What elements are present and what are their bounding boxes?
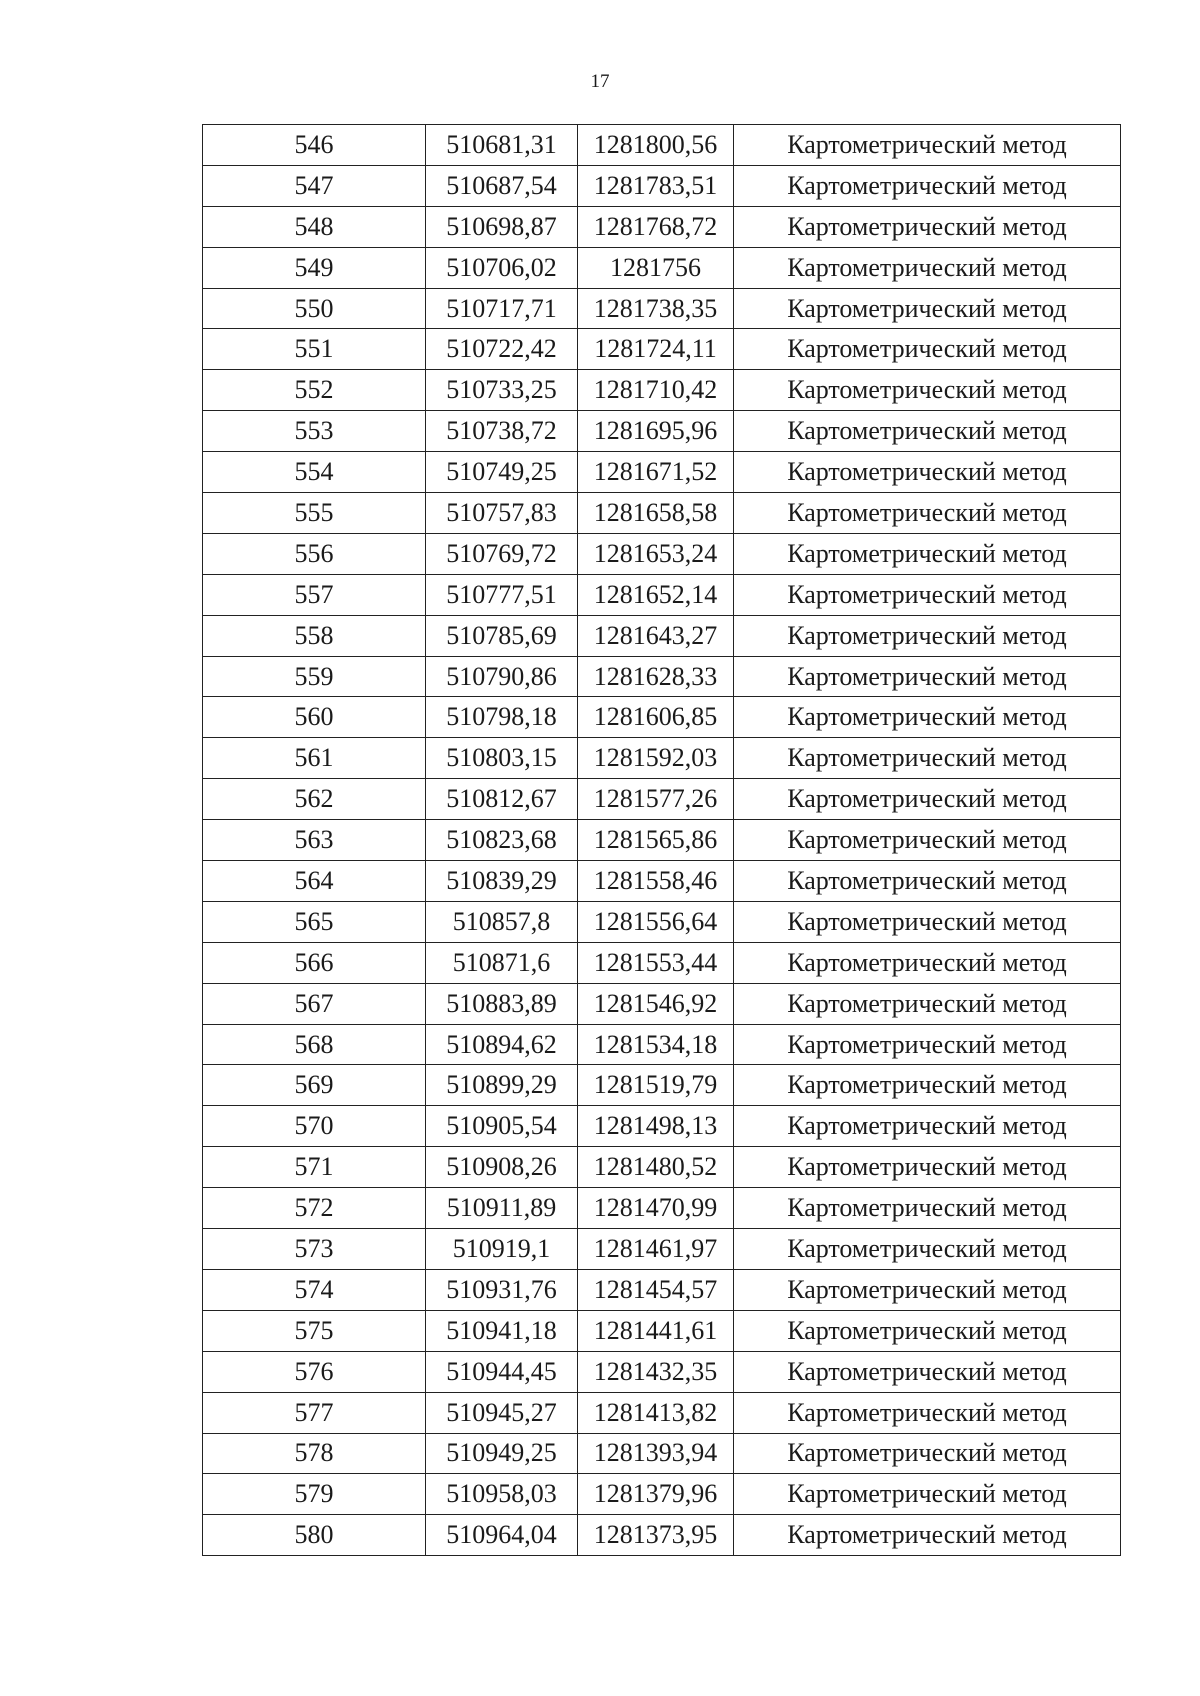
point-number-cell: 546 [203,125,426,166]
method-cell: Картометрический метод [734,1351,1121,1392]
x-coordinate-cell: 510908,26 [426,1147,578,1188]
y-coordinate-cell: 1281671,52 [578,452,734,493]
point-number-cell: 569 [203,1065,426,1106]
table-row [203,1106,1121,1147]
table-row [203,1065,1121,1106]
table-row [203,247,1121,288]
x-coordinate-cell: 510857,8 [426,901,578,942]
x-coordinate-cell: 510905,54 [426,1106,578,1147]
x-coordinate-cell: 510687,54 [426,165,578,206]
method-cell: Картометрический метод [734,1392,1121,1433]
table-row [203,1433,1121,1474]
y-coordinate-cell: 1281470,99 [578,1188,734,1229]
x-coordinate-cell: 510894,62 [426,1024,578,1065]
table-row [203,656,1121,697]
point-number-cell: 553 [203,411,426,452]
method-cell: Картометрический метод [734,983,1121,1024]
method-cell: Картометрический метод [734,861,1121,902]
method-cell: Картометрический метод [734,901,1121,942]
table-row [203,370,1121,411]
table-row [203,738,1121,779]
method-cell: Картометрический метод [734,574,1121,615]
point-number-cell: 549 [203,247,426,288]
point-number-cell: 567 [203,983,426,1024]
y-coordinate-cell: 1281379,96 [578,1474,734,1515]
point-number-cell: 560 [203,697,426,738]
y-coordinate-cell: 1281738,35 [578,288,734,329]
method-cell: Картометрический метод [734,779,1121,820]
x-coordinate-cell: 510769,72 [426,533,578,574]
x-coordinate-cell: 510681,31 [426,125,578,166]
point-number-cell: 575 [203,1310,426,1351]
table-row [203,288,1121,329]
point-number-cell: 565 [203,901,426,942]
method-cell: Картометрический метод [734,125,1121,166]
x-coordinate-cell: 510883,89 [426,983,578,1024]
y-coordinate-cell: 1281480,52 [578,1147,734,1188]
point-number-cell: 572 [203,1188,426,1229]
y-coordinate-cell: 1281534,18 [578,1024,734,1065]
table-row [203,1310,1121,1351]
x-coordinate-cell: 510941,18 [426,1310,578,1351]
method-cell: Картометрический метод [734,697,1121,738]
y-coordinate-cell: 1281577,26 [578,779,734,820]
table-row [203,901,1121,942]
method-cell: Картометрический метод [734,247,1121,288]
y-coordinate-cell: 1281643,27 [578,615,734,656]
y-coordinate-cell: 1281628,33 [578,656,734,697]
table-row [203,1147,1121,1188]
method-cell: Картометрический метод [734,1515,1121,1556]
x-coordinate-cell: 510823,68 [426,820,578,861]
x-coordinate-cell: 510839,29 [426,861,578,902]
method-cell: Картометрический метод [734,288,1121,329]
method-cell: Картометрический метод [734,942,1121,983]
x-coordinate-cell: 510919,1 [426,1229,578,1270]
point-number-cell: 554 [203,452,426,493]
y-coordinate-cell: 1281768,72 [578,206,734,247]
point-number-cell: 571 [203,1147,426,1188]
y-coordinate-cell: 1281498,13 [578,1106,734,1147]
table-row [203,206,1121,247]
y-coordinate-cell: 1281565,86 [578,820,734,861]
x-coordinate-cell: 510749,25 [426,452,578,493]
method-cell: Картометрический метод [734,820,1121,861]
page-number: 17 [590,71,610,92]
table-row [203,1188,1121,1229]
y-coordinate-cell: 1281695,96 [578,411,734,452]
table-row [203,1269,1121,1310]
y-coordinate-cell: 1281800,56 [578,125,734,166]
y-coordinate-cell: 1281454,57 [578,1269,734,1310]
point-number-cell: 579 [203,1474,426,1515]
table-row [203,1474,1121,1515]
table-row [203,165,1121,206]
y-coordinate-cell: 1281658,58 [578,493,734,534]
table-row [203,452,1121,493]
x-coordinate-cell: 510945,27 [426,1392,578,1433]
point-number-cell: 568 [203,1024,426,1065]
point-number-cell: 576 [203,1351,426,1392]
coordinates-table-body [203,125,1121,1556]
x-coordinate-cell: 510949,25 [426,1433,578,1474]
x-coordinate-cell: 510871,6 [426,942,578,983]
table-row [203,820,1121,861]
point-number-cell: 563 [203,820,426,861]
x-coordinate-cell: 510757,83 [426,493,578,534]
method-cell: Картометрический метод [734,452,1121,493]
method-cell: Картометрический метод [734,533,1121,574]
x-coordinate-cell: 510798,18 [426,697,578,738]
point-number-cell: 558 [203,615,426,656]
point-number-cell: 578 [203,1433,426,1474]
x-coordinate-cell: 510911,89 [426,1188,578,1229]
table-row [203,615,1121,656]
y-coordinate-cell: 1281461,97 [578,1229,734,1270]
table-row [203,493,1121,534]
x-coordinate-cell: 510717,71 [426,288,578,329]
table-row [203,125,1121,166]
table-row [203,1351,1121,1392]
method-cell: Картометрический метод [734,1024,1121,1065]
x-coordinate-cell: 510738,72 [426,411,578,452]
point-number-cell: 562 [203,779,426,820]
method-cell: Картометрический метод [734,738,1121,779]
y-coordinate-cell: 1281393,94 [578,1433,734,1474]
method-cell: Картометрический метод [734,165,1121,206]
x-coordinate-cell: 510812,67 [426,779,578,820]
table-row [203,697,1121,738]
point-number-cell: 574 [203,1269,426,1310]
method-cell: Картометрический метод [734,1229,1121,1270]
point-number-cell: 570 [203,1106,426,1147]
point-number-cell: 566 [203,942,426,983]
method-cell: Картометрический метод [734,206,1121,247]
y-coordinate-cell: 1281724,11 [578,329,734,370]
x-coordinate-cell: 510733,25 [426,370,578,411]
x-coordinate-cell: 510706,02 [426,247,578,288]
point-number-cell: 555 [203,493,426,534]
method-cell: Картометрический метод [734,1065,1121,1106]
method-cell: Картометрический метод [734,493,1121,534]
table-row [203,779,1121,820]
y-coordinate-cell: 1281756 [578,247,734,288]
method-cell: Картометрический метод [734,1188,1121,1229]
table-row [203,1229,1121,1270]
method-cell: Картометрический метод [734,370,1121,411]
point-number-cell: 551 [203,329,426,370]
table-row [203,1515,1121,1556]
point-number-cell: 573 [203,1229,426,1270]
y-coordinate-cell: 1281652,14 [578,574,734,615]
y-coordinate-cell: 1281606,85 [578,697,734,738]
table-row [203,942,1121,983]
method-cell: Картометрический метод [734,329,1121,370]
method-cell: Картометрический метод [734,1433,1121,1474]
table-row [203,1024,1121,1065]
point-number-cell: 547 [203,165,426,206]
y-coordinate-cell: 1281710,42 [578,370,734,411]
method-cell: Картометрический метод [734,411,1121,452]
table-row [203,533,1121,574]
method-cell: Картометрический метод [734,1106,1121,1147]
point-number-cell: 557 [203,574,426,615]
point-number-cell: 577 [203,1392,426,1433]
x-coordinate-cell: 510790,86 [426,656,578,697]
x-coordinate-cell: 510698,87 [426,206,578,247]
table-row [203,574,1121,615]
y-coordinate-cell: 1281413,82 [578,1392,734,1433]
point-number-cell: 550 [203,288,426,329]
y-coordinate-cell: 1281653,24 [578,533,734,574]
x-coordinate-cell: 510944,45 [426,1351,578,1392]
method-cell: Картометрический метод [734,1147,1121,1188]
point-number-cell: 556 [203,533,426,574]
y-coordinate-cell: 1281592,03 [578,738,734,779]
method-cell: Картометрический метод [734,1269,1121,1310]
x-coordinate-cell: 510803,15 [426,738,578,779]
y-coordinate-cell: 1281558,46 [578,861,734,902]
method-cell: Картометрический метод [734,615,1121,656]
table-row [203,411,1121,452]
x-coordinate-cell: 510777,51 [426,574,578,615]
x-coordinate-cell: 510899,29 [426,1065,578,1106]
point-number-cell: 548 [203,206,426,247]
point-number-cell: 564 [203,861,426,902]
y-coordinate-cell: 1281373,95 [578,1515,734,1556]
y-coordinate-cell: 1281556,64 [578,901,734,942]
point-number-cell: 580 [203,1515,426,1556]
x-coordinate-cell: 510785,69 [426,615,578,656]
table-row [203,329,1121,370]
coordinates-table [202,124,1121,1556]
y-coordinate-cell: 1281441,61 [578,1310,734,1351]
point-number-cell: 552 [203,370,426,411]
method-cell: Картометрический метод [734,1310,1121,1351]
y-coordinate-cell: 1281553,44 [578,942,734,983]
y-coordinate-cell: 1281519,79 [578,1065,734,1106]
x-coordinate-cell: 510722,42 [426,329,578,370]
table-row [203,861,1121,902]
x-coordinate-cell: 510931,76 [426,1269,578,1310]
point-number-cell: 559 [203,656,426,697]
table-row [203,983,1121,1024]
method-cell: Картометрический метод [734,656,1121,697]
y-coordinate-cell: 1281432,35 [578,1351,734,1392]
table-row [203,1392,1121,1433]
x-coordinate-cell: 510958,03 [426,1474,578,1515]
method-cell: Картометрический метод [734,1474,1121,1515]
point-number-cell: 561 [203,738,426,779]
x-coordinate-cell: 510964,04 [426,1515,578,1556]
y-coordinate-cell: 1281783,51 [578,165,734,206]
y-coordinate-cell: 1281546,92 [578,983,734,1024]
